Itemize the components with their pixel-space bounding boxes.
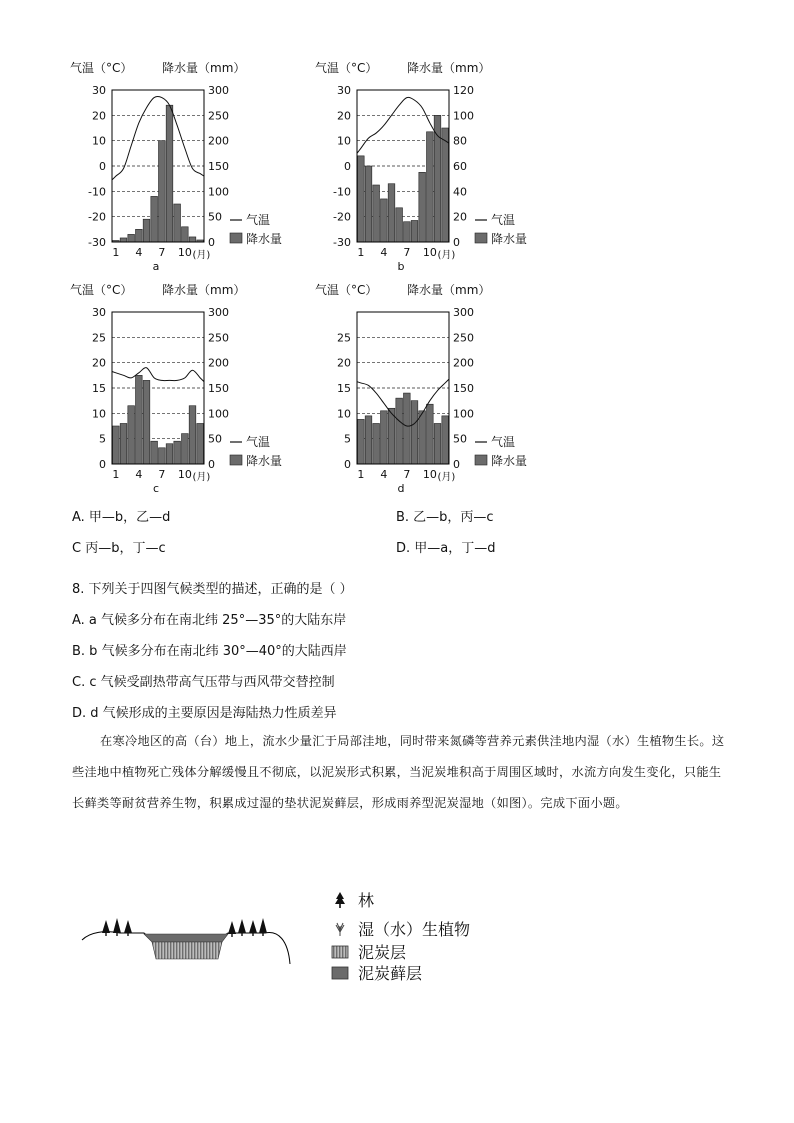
chart-a-svg: [70, 58, 340, 273]
chart-label: d: [397, 482, 405, 495]
precip-tick-label: 300: [208, 306, 229, 319]
q8-option-d: D. d 气候形成的主要原因是海陆热力性质差异: [72, 706, 337, 721]
temp-tick-label: -30: [88, 236, 106, 249]
precip-tick-label: 40: [453, 185, 467, 199]
precip-bar: [136, 375, 143, 464]
chart-b-svg: [315, 58, 585, 273]
precip-bar: [373, 185, 380, 242]
peatland-diagram: [80, 900, 300, 979]
precip-tick-label: 0: [208, 458, 215, 471]
precip-bar: [404, 222, 411, 242]
legend-precip-swatch: [230, 455, 242, 465]
precip-bar: [151, 196, 158, 242]
precip-bar: [120, 423, 127, 464]
precip-tick-label: 50: [208, 432, 222, 446]
temp-tick-label: 0: [344, 458, 351, 471]
legend-wet-plants: [330, 917, 470, 940]
temp-tick-label: 25: [337, 331, 351, 345]
q7-option-c: C 丙—b，丁—c: [72, 541, 166, 556]
temp-tick-label: -20: [333, 210, 351, 224]
temp-tick-label: 0: [99, 160, 106, 173]
legend-temp-label: 气温: [246, 435, 271, 449]
precip-tick-label: 300: [453, 306, 474, 319]
precip-axis-title: 降水量（mm）: [407, 61, 491, 75]
precip-bar: [411, 401, 418, 464]
precip-bar: [151, 441, 158, 464]
precip-bar: [427, 404, 434, 464]
legend-precip-label: 降水量: [246, 232, 283, 246]
precip-tick-label: 250: [208, 109, 229, 123]
precip-bar: [381, 411, 388, 464]
precip-tick-label: 200: [208, 356, 229, 370]
precip-bar: [442, 416, 449, 464]
q7-option-b: B. 乙—b，丙—c: [396, 510, 494, 525]
q8-option-c: C. c 气候受副热带高气压带与西风带交替控制: [72, 675, 335, 690]
temp-tick-label: 30: [92, 306, 106, 319]
precip-bar: [174, 441, 181, 464]
temp-axis-title: 气温（°C）: [70, 61, 133, 75]
temp-tick-label: 30: [92, 84, 106, 97]
q8-option-a: A. a 气候多分布在南北纬 25°—35°的大陆东岸: [72, 613, 347, 628]
temperature-line: [112, 96, 204, 179]
precip-bar: [182, 227, 189, 242]
temp-tick-label: 20: [337, 356, 351, 370]
precip-tick-label: 150: [208, 160, 229, 173]
month-tick-label: 10: [422, 246, 437, 259]
chart-label: c: [152, 482, 160, 495]
temp-tick-label: 20: [337, 109, 351, 123]
precip-tick-label: 80: [453, 134, 467, 148]
precip-bar: [189, 406, 196, 464]
precip-tick-label: 100: [208, 407, 229, 421]
temp-tick-label: 0: [99, 458, 106, 471]
month-unit-label: (月): [437, 250, 456, 261]
precip-bar: [143, 380, 150, 464]
precip-bar: [396, 398, 403, 464]
passage-text: 在寒冷地区的高（台）地上，流水少量汇于局部洼地，同时带来氮磷等营养元素供洼地内湿（水）生植物生长。这些洼地中植物死亡残体分解缓慢且不彻底，以泥炭形式积累，当泥炭堆积高于周围区域时，水流方向发生变化，只能生长藓类等耐贫营养生物，积累成过湿的垫状泥炭藓层，形成雨养型泥炭湿地（如图）。完成下面小题。: [72, 734, 725, 810]
precip-bar: [434, 115, 441, 242]
precip-axis-title: 降水量（mm）: [162, 283, 246, 297]
temp-tick-label: 10: [337, 134, 351, 148]
month-tick-label: 7: [403, 246, 411, 259]
legend-temp-label: 气温: [491, 435, 516, 449]
temperature-line: [112, 368, 204, 382]
peat-moss-swatch-icon: [330, 964, 350, 982]
legend-wet-plants-label: 湿（水）生植物: [358, 920, 471, 939]
month-tick-label: 1: [357, 246, 365, 259]
q7-option-d: D. 甲—a，丁—d: [396, 541, 496, 556]
precip-bar: [381, 199, 388, 242]
precip-tick-label: 100: [453, 109, 474, 123]
precip-bar: [159, 141, 166, 242]
legend-peat-moss: [330, 961, 422, 984]
precip-bar: [411, 220, 418, 242]
temp-tick-label: 20: [92, 109, 106, 123]
month-unit-label: (月): [192, 472, 211, 483]
precip-axis-title: 降水量（mm）: [162, 61, 246, 75]
precip-tick-label: 0: [453, 458, 460, 471]
month-tick-label: 7: [403, 468, 411, 481]
peatland-cross-section: [80, 900, 300, 975]
temp-axis-title: 气温（°C）: [315, 283, 378, 297]
precip-bar: [388, 184, 395, 242]
precip-tick-label: 200: [208, 134, 229, 148]
precip-tick-label: 0: [453, 236, 460, 249]
tree-icon: [330, 891, 350, 909]
precip-tick-label: 250: [453, 331, 474, 345]
legend-precip-label: 降水量: [491, 454, 528, 468]
precip-bar: [396, 208, 403, 242]
climate-chart-a: [70, 58, 340, 273]
month-tick-label: 10: [177, 468, 192, 481]
precip-tick-label: 60: [453, 160, 467, 173]
temp-tick-label: 10: [92, 134, 106, 148]
month-tick-label: 4: [135, 468, 143, 481]
climate-chart-c: [70, 280, 340, 495]
climate-chart-d: [315, 280, 585, 495]
q8-stem: 8. 下列关于四图气候类型的描述，正确的是（ ）: [72, 582, 353, 597]
precip-tick-label: 50: [453, 432, 467, 446]
temp-tick-label: -10: [88, 185, 106, 199]
precip-tick-label: 150: [453, 382, 474, 395]
precip-bar: [143, 219, 150, 242]
legend-forest: [330, 888, 374, 911]
month-tick-label: 10: [177, 246, 192, 259]
precip-bar: [182, 434, 189, 464]
month-tick-label: 1: [357, 468, 365, 481]
precip-tick-label: 120: [453, 84, 474, 97]
month-unit-label: (月): [192, 250, 211, 261]
temp-tick-label: 0: [344, 160, 351, 173]
precip-bar: [373, 423, 380, 464]
legend-peat: [330, 940, 406, 963]
legend-precip-label: 降水量: [246, 454, 283, 468]
forest-left: [102, 918, 132, 936]
temp-tick-label: 10: [337, 407, 351, 421]
precip-bar: [419, 411, 426, 464]
precip-bar: [434, 423, 441, 464]
legend-precip-swatch: [475, 233, 487, 243]
temp-tick-label: 30: [337, 84, 351, 97]
chart-d-svg: [315, 280, 585, 495]
month-unit-label: (月): [437, 472, 456, 483]
precip-tick-label: 0: [208, 236, 215, 249]
month-tick-label: 10: [422, 468, 437, 481]
month-tick-label: 4: [380, 246, 388, 259]
precip-bar: [128, 234, 135, 242]
legend-peat-moss-label: 泥炭藓层: [358, 964, 423, 983]
q8-option-b: B. b 气候多分布在南北纬 30°—40°的大陆西岸: [72, 644, 347, 659]
precip-bar: [365, 416, 372, 464]
precip-bar: [120, 238, 127, 242]
chart-c-svg: [70, 280, 340, 495]
precip-tick-label: 20: [453, 210, 467, 224]
precip-bar: [159, 448, 166, 464]
month-tick-label: 7: [158, 468, 166, 481]
precip-bar: [197, 423, 204, 464]
temp-tick-label: -10: [333, 185, 351, 199]
temp-tick-label: 20: [92, 356, 106, 370]
month-tick-label: 4: [135, 246, 143, 259]
legend-temp-label: 气温: [491, 213, 516, 227]
temp-tick-label: 10: [92, 407, 106, 421]
precip-bar: [358, 419, 365, 464]
precip-bar: [113, 426, 120, 464]
temp-tick-label: 25: [92, 331, 106, 345]
precip-bar: [136, 229, 143, 242]
temp-axis-title: 气温（°C）: [315, 61, 378, 75]
temp-tick-label: 5: [344, 432, 351, 446]
precip-bar: [404, 393, 411, 464]
precip-bar: [189, 237, 196, 242]
legend-peat-label: 泥炭层: [358, 943, 407, 962]
precip-tick-label: 50: [208, 210, 222, 224]
month-tick-label: 1: [112, 468, 120, 481]
temp-tick-label: -30: [333, 236, 351, 249]
precip-bar: [419, 172, 426, 242]
precip-tick-label: 100: [208, 185, 229, 199]
temp-tick-label: 5: [99, 432, 106, 446]
precip-tick-label: 300: [208, 84, 229, 97]
chart-label: a: [152, 260, 160, 273]
precip-bar: [166, 105, 173, 242]
legend-forest-label: 林: [358, 891, 375, 910]
precip-tick-label: 100: [453, 407, 474, 421]
legend-precip-swatch: [230, 233, 242, 243]
temp-tick-label: 15: [92, 382, 106, 395]
precip-bar: [166, 444, 173, 464]
forest-right: [228, 918, 267, 937]
peat-layer: [152, 942, 222, 959]
precip-bar: [442, 128, 449, 242]
precip-bar: [427, 132, 434, 242]
q7-option-a: A. 甲—b，乙—d: [72, 510, 171, 525]
peat-swatch-icon: [330, 943, 350, 961]
legend-precip-swatch: [475, 455, 487, 465]
precip-bar: [358, 156, 365, 242]
precip-tick-label: 200: [453, 356, 474, 370]
month-tick-label: 4: [380, 468, 388, 481]
chart-label: b: [397, 260, 405, 273]
climate-chart-b: [315, 58, 585, 273]
precip-tick-label: 250: [208, 331, 229, 345]
precip-tick-label: 150: [208, 382, 229, 395]
month-tick-label: 1: [112, 246, 120, 259]
precip-bar: [174, 204, 181, 242]
legend-precip-label: 降水量: [491, 232, 528, 246]
wet-plant-icon: [330, 920, 350, 938]
precip-bar: [365, 166, 372, 242]
peat-moss-layer: [144, 934, 228, 942]
precip-axis-title: 降水量（mm）: [407, 283, 491, 297]
precip-bar: [128, 406, 135, 464]
temp-tick-label: 15: [337, 382, 351, 395]
legend-temp-label: 气温: [246, 213, 271, 227]
month-tick-label: 7: [158, 246, 166, 259]
temp-tick-label: -20: [88, 210, 106, 224]
temp-axis-title: 气温（°C）: [70, 283, 133, 297]
